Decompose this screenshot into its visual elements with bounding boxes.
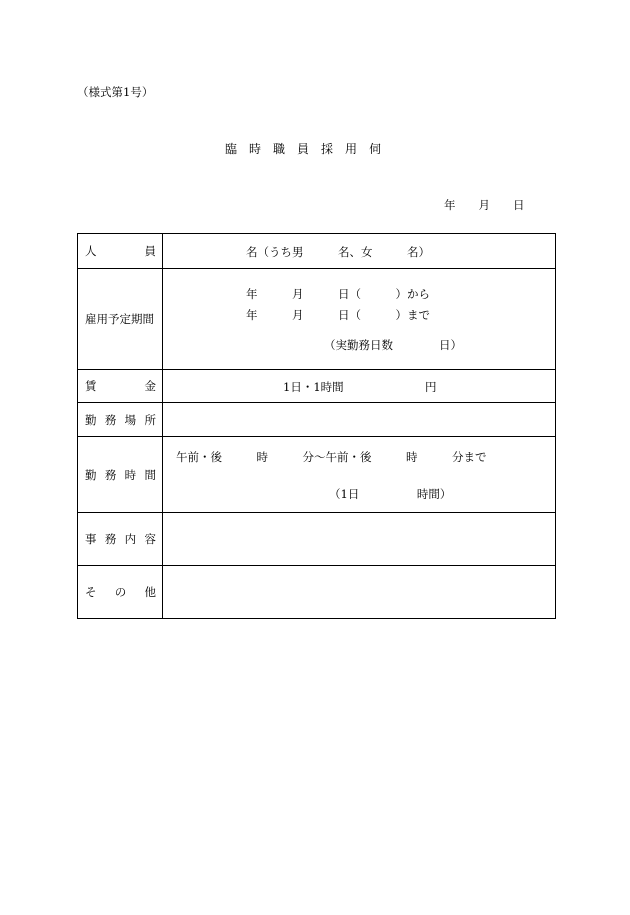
label-char: 員: [144, 244, 156, 258]
value-hours[interactable]: [163, 437, 556, 513]
hours-range-line: 午前・後 時 分～午前・後 時 分まで: [176, 450, 487, 464]
period-to-line: 年 月 日（ ）まで: [246, 308, 430, 322]
row-other: [78, 566, 556, 619]
value-wage[interactable]: [163, 370, 556, 403]
label-char: の: [114, 585, 127, 599]
label-char: 容: [144, 532, 156, 546]
value-period[interactable]: [163, 269, 556, 370]
form-number: （様式第1号）: [77, 85, 154, 99]
label-char: 時: [124, 467, 137, 482]
label-char: 務: [104, 532, 117, 546]
label-char: 務: [104, 412, 117, 427]
label-period: [78, 269, 163, 370]
label-char: 他: [144, 585, 156, 599]
period-from-line: 年 月 日（ ）から: [246, 287, 430, 301]
label-char: 金: [144, 379, 156, 393]
label-char: 賃: [85, 379, 97, 393]
actual-workdays-line: （実勤務日数 日）: [324, 338, 462, 352]
label-wage: [78, 370, 163, 403]
label-char: そ: [85, 585, 97, 599]
row-period: [78, 269, 556, 370]
label-workplace: [78, 403, 163, 437]
document-title: 臨 時 職 員 採 用 伺: [225, 142, 382, 156]
wage-unit-text: 1日・1時間: [283, 380, 344, 394]
row-wage: [78, 370, 556, 403]
value-workplace[interactable]: [163, 403, 556, 437]
row-workplace: [78, 403, 556, 437]
personnel-text: 名（うち男 名、女 名）: [246, 245, 430, 259]
date-line: 年 月 日: [444, 198, 525, 212]
hours-per-day-line: （1日 時間）: [329, 487, 452, 501]
label-other: [78, 566, 163, 619]
label-char: 人: [85, 244, 97, 258]
label-char: 間: [144, 467, 156, 482]
row-personnel: [78, 234, 556, 269]
yen-text: 円: [425, 380, 437, 394]
label-duties: [78, 513, 163, 566]
label-char: 務: [104, 467, 117, 482]
value-personnel[interactable]: [163, 234, 556, 269]
label-char: 勤: [85, 467, 97, 482]
label-char: 内: [124, 532, 137, 546]
label-hours: [78, 437, 163, 513]
period-label: 雇用予定期間: [85, 312, 154, 326]
value-other[interactable]: [163, 566, 556, 619]
application-form-table: [77, 233, 556, 619]
label-personnel: [78, 234, 163, 269]
label-char: 事: [85, 532, 97, 546]
label-char: 場: [124, 412, 137, 427]
row-hours: [78, 437, 556, 513]
value-duties[interactable]: [163, 513, 556, 566]
row-duties: [78, 513, 556, 566]
label-char: 勤: [85, 412, 97, 427]
label-char: 所: [144, 412, 156, 427]
